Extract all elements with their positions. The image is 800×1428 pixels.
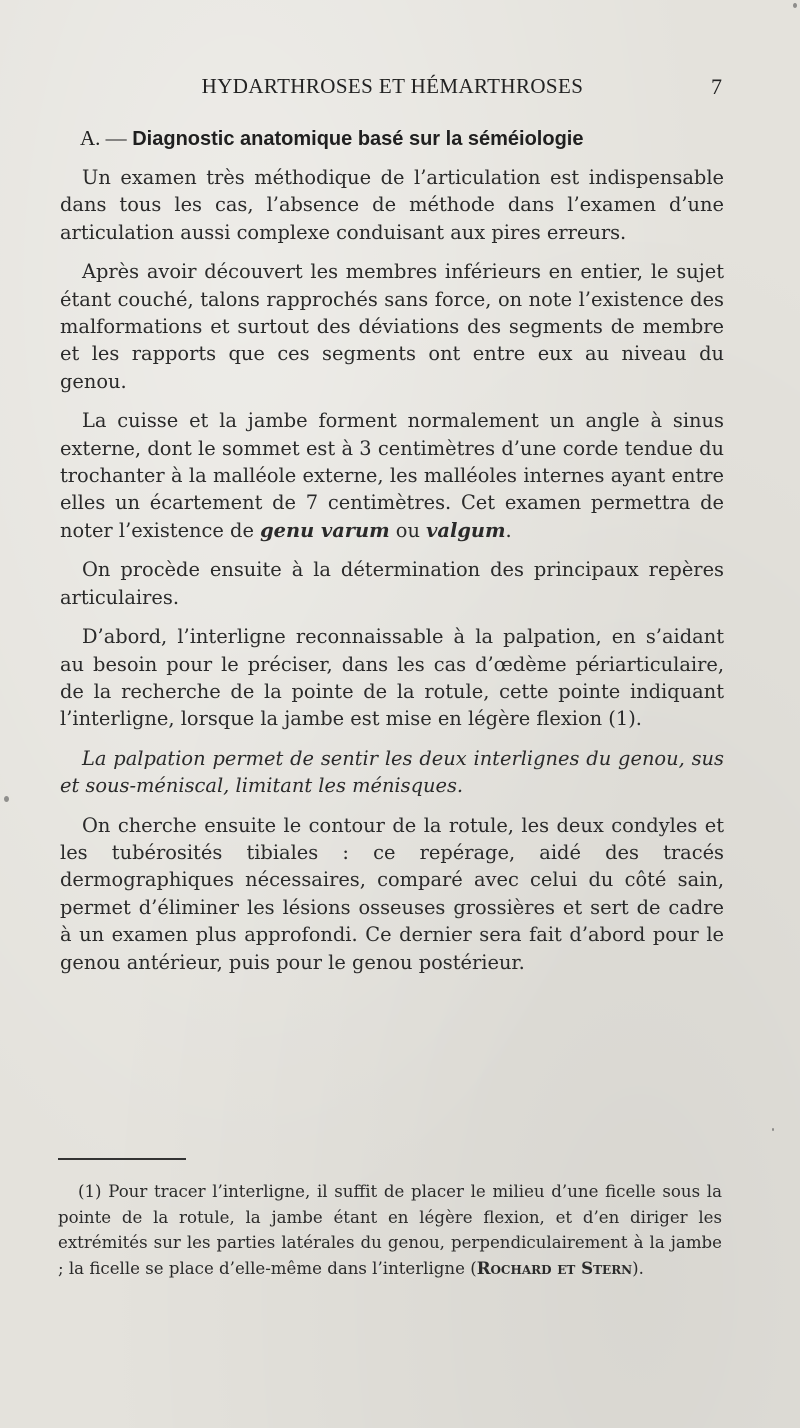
paper-speck [772,1128,774,1131]
section-heading [80,124,724,153]
paragraph-4: On procède ensuite à la détermination des principaux repères articulaires. [60,558,724,609]
footnote-authors: Rochard et Stern [476,1257,633,1278]
paragraph-7: On cherche ensuite le contour de la rotule, les deux condyles et les tubérosités tibiales : ce repérage, aidé des tracés dermographiques nécessaires, comparé avec celui du côté sain, permet d’éliminer les lésions osseuses grossières et sert de cadre à un examen plus approfondi. Ce dernier sera fait d’abord pour le genou antérieur, puis pour le genou postérieur. [60,813,724,974]
paragraph-5: D’abord, l’interligne reconnaissable à la palpation, en s’aidant au besoin pour le préciser, dans les cas d’œdème périarticulaire, de la recherche de la pointe de la rotule, cette pointe indiquant l’interligne, lorsque la jambe est mise en légère flexion (1). [60,625,724,731]
footnote [58,1179,722,1281]
body-text [60,124,724,988]
paragraph-3-text: La cuisse et la jambe forment normalement un angle à sinus externe, dont le sommet est à 3 centimètres d’une corde tendue du trochanter à la malléole externe, les malléoles internes ayant entre elles un écartement de 7 centimètres. Cet examen permettra de noter l’existence de [60,409,724,542]
paragraph-3 [60,407,724,544]
paragraph-3-end: . [505,518,512,542]
paper-speck [793,3,797,8]
section-title: Diagnostic anatomique basé sur la séméiologie [132,128,584,150]
paragraph-1: Un examen très méthodique de l’articulation est indispensable dans tous les cas, l’absence de méthode dans l’examen d’une articulation aussi complexe conduisant aux pires erreurs. [60,166,724,244]
paragraph-6-italic: La palpation permet de sentir les deux interlignes du genou, sus et sous-méniscal, limitant les ménisques. [60,746,724,798]
paper-speck [4,796,9,802]
term-genu-varum: genu varum [260,518,390,542]
footnote-end: ). [632,1258,644,1278]
footnote-text: (1) Pour tracer l’interligne, il suffit de placer le milieu d’une ficelle sous la pointe de la rotule, la jambe étant en légère flexion, et d’en diriger les extrémités sur les parties latérales du genou, perpendiculairement à la jambe ; la ficelle se place d’elle-même dans l’interligne ( [58,1182,722,1278]
section-label: A. — [80,126,127,150]
term-valgum: valgum [426,518,506,542]
paragraph-2: Après avoir découvert les membres inférieurs en entier, le sujet étant couché, talons rapprochés sans force, on note l’existence des malformations et surtout des déviations des segments de membre et les rapports que ces segments ont entre eux au niveau du genou. [60,260,724,393]
footnote-rule [58,1158,186,1160]
paragraph-3-connector: ou [395,518,420,542]
running-title: HYDARTHROSES ET HÉMARTHROSES [201,74,584,98]
running-head [60,74,725,104]
page-number: 7 [711,74,722,99]
